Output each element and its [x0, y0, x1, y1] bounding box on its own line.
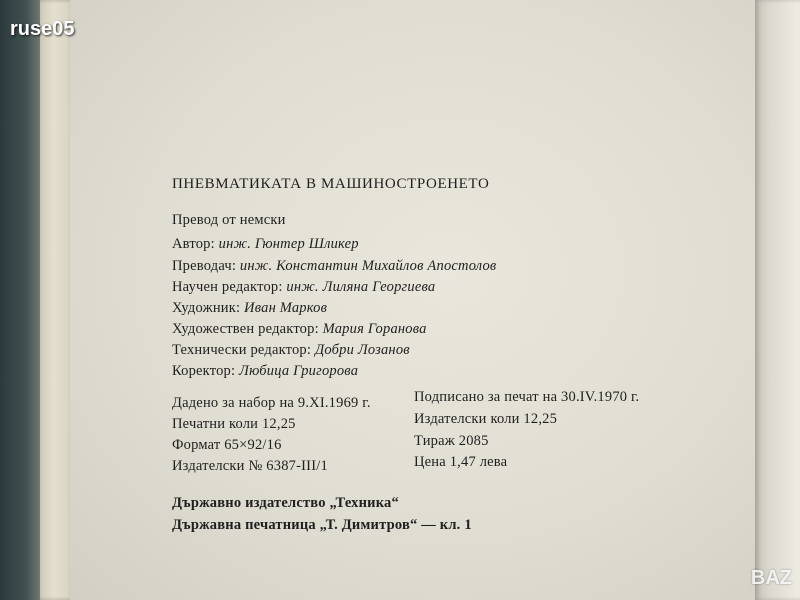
credit-proofreader: Коректор: Любица Григорова — [172, 363, 359, 379]
publisher-name: Държавно издателство „Техника“ — [172, 495, 399, 511]
imprint-publisher-sheets: Издателски коли 12,25 — [414, 411, 558, 427]
imprint-publisher-number: Издателски № 6387-III/1 — [172, 458, 328, 474]
imprint-print-run: Тираж 2085 — [414, 433, 489, 449]
watermark-label: ruse05 — [10, 18, 75, 40]
printer-name: Държавна печатница „Т. Димитров“ — кл. 1 — [172, 517, 472, 533]
imprint-signed-date: Подписано за печат на 30.IV.1970 г. — [414, 389, 640, 405]
imprint-typeset-date: Дадено за набор на 9.XI.1969 г. — [172, 395, 371, 411]
credit-art-editor: Художествен редактор: Мария Горанова — [172, 321, 427, 337]
credit-tech-editor: Технически редактор: Добри Лозанов — [172, 342, 410, 358]
right-page-edge — [755, 0, 800, 600]
credit-translator: Преводач: инж. Константин Михайлов Апостолов — [172, 258, 497, 274]
imprint-format: Формат 65×92/16 — [172, 437, 282, 453]
credit-science-editor: Научен редактор: инж. Лиляна Георгиева — [172, 279, 436, 295]
credit-artist: Художник: Иван Марков — [172, 300, 328, 316]
book-title: ПНЕВМАТИКАТА В МАШИНОСТРОЕНЕТО — [172, 176, 490, 192]
imprint-print-sheets: Печатни коли 12,25 — [172, 416, 296, 432]
credit-author: Автор: инж. Гюнтер Шликер — [172, 236, 359, 252]
left-page-edge — [40, 0, 74, 600]
translation-note: Превод от немски — [172, 212, 286, 228]
site-badge: BAZ — [750, 567, 792, 589]
imprint-price: Цена 1,47 лева — [414, 454, 508, 470]
